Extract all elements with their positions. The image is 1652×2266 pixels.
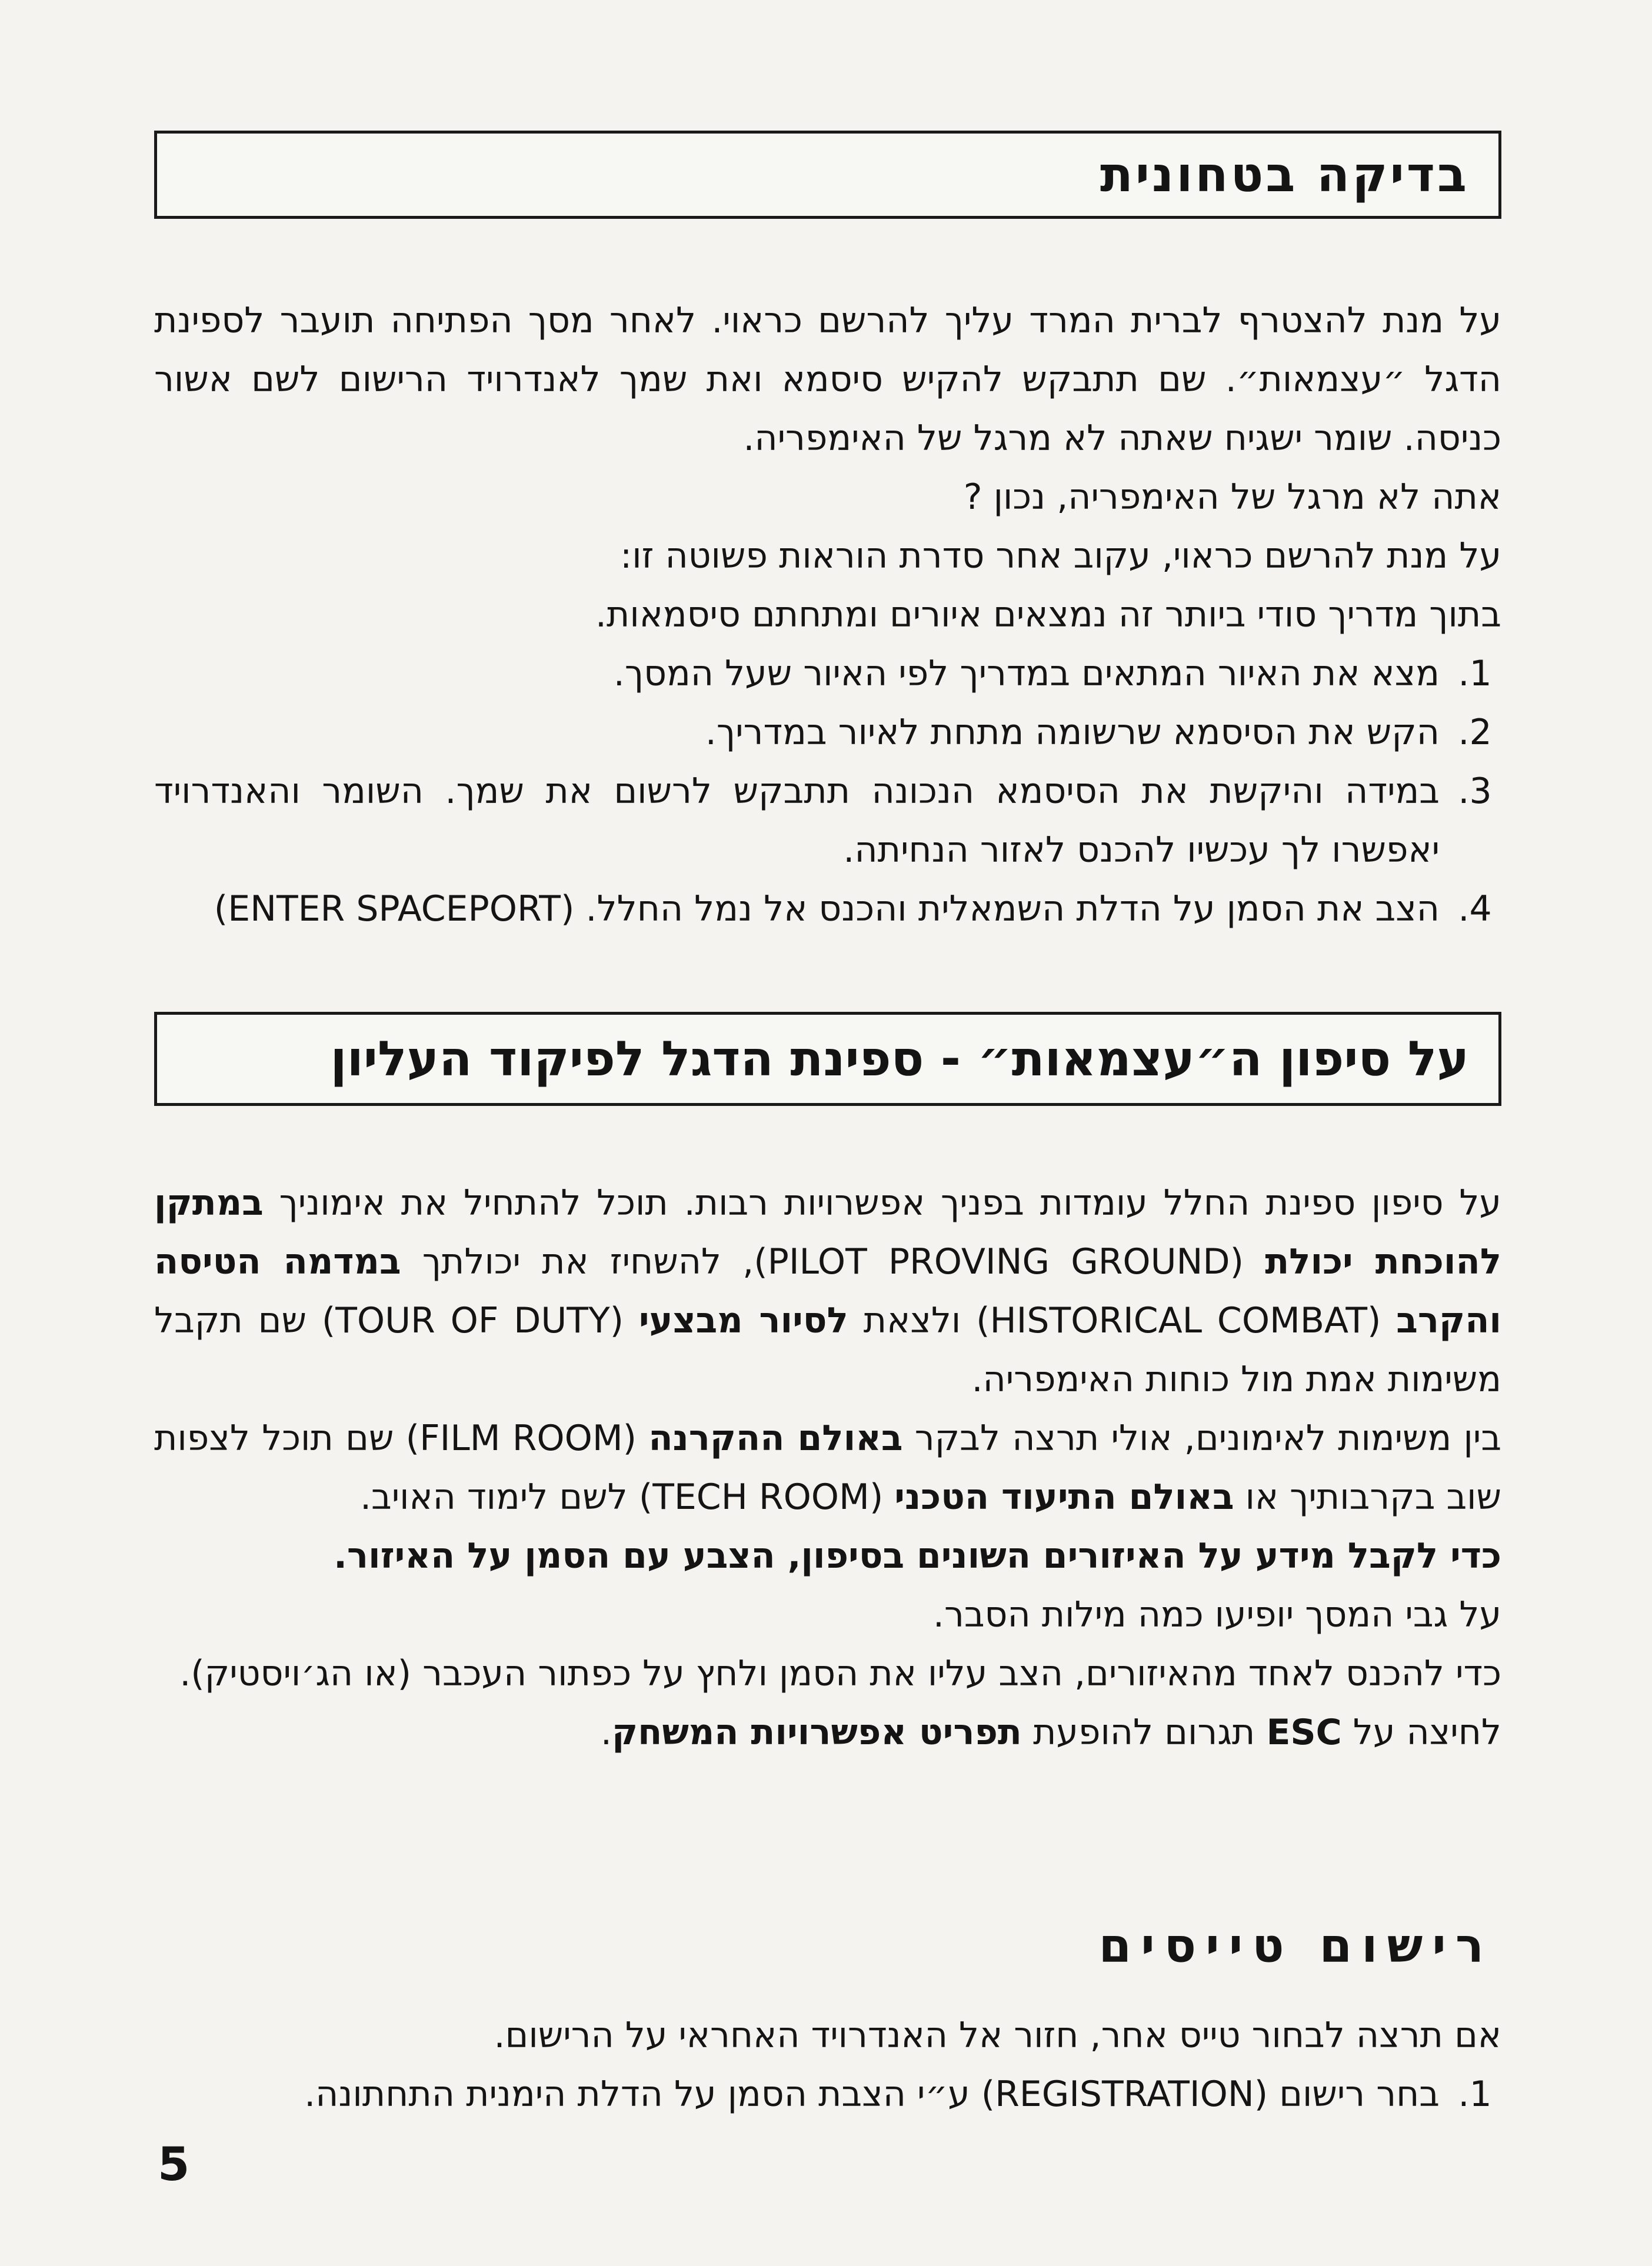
paragraph [154, 1703, 1501, 1762]
step-text: במידה והיקשת את הסיסמא הנכונה תתבקש לרשום את שמך. השומר והאנדרויד יאפשרו לך עכשיו להכנס לאזור הנחיתה. [154, 771, 1440, 871]
registration-steps-list [154, 644, 1501, 938]
text-run: (TECH ROOM) לשם לימוד האויב. [359, 1477, 895, 1518]
list-item [154, 703, 1501, 762]
security-check-body [154, 291, 1501, 938]
text-run: בין משימות לאימונים, אולי תרצה לבקר [902, 1418, 1502, 1459]
step-number: 3. [1458, 771, 1492, 812]
list-item [154, 2065, 1501, 2124]
text-run: (HISTORICAL COMBAT) ולצאת [848, 1300, 1397, 1341]
pilot-registration-body [154, 2006, 1501, 2124]
paragraph: על מנת להצטרף לברית המרד עליך להרשם כראוי. לאחר מסך הפתיחה תועבר לספינת הדגל ״עצמאות״. שם תתבקש להקיש סיסמא ואת שמך לאנדרויד הרישום לשם אשור כניסה. שומר ישגיח שאתה לא מרגל של האימפריה. [154, 300, 1501, 459]
heading-text: בדיקה בטחונית [1100, 146, 1469, 203]
bold-term: באולם התיעוד הטכני [894, 1477, 1234, 1518]
step-text: בחר רישום (REGISTRATION) ע״י הצבת הסמן על הדלת הימנית התחתונה. [304, 2074, 1440, 2115]
pilot-registration-steps-list [154, 2065, 1501, 2124]
step-number: 1. [1458, 653, 1492, 694]
list-item [154, 762, 1501, 879]
bold-term: ESC [1266, 1712, 1342, 1753]
paragraph [154, 1527, 1501, 1585]
step-text: הקש את הסיסמא שרשומה מתחת לאיור במדריך. [705, 712, 1440, 753]
paragraph [154, 1174, 1501, 1409]
text-run: על סיפון ספינת החלל עומדות בפניך אפשרויות רבות. תוכל להתחיל את אימוניך [263, 1182, 1501, 1224]
text-run: (TOUR OF DUTY) שם תקבל משימות אמת מול כוחות האימפריה. [154, 1300, 1501, 1400]
text-run: (PILOT PROVING GROUND), להשחיז את יכולתך [401, 1241, 1265, 1282]
step-number: 1. [1458, 2074, 1492, 2115]
paragraph: אם תרצה לבחור טייס אחר, חזור אל האנדרויד האחראי על הרישום. [494, 2015, 1501, 2056]
text-run: תגרום להופעת [1021, 1712, 1267, 1753]
bold-term: לסיור מבצעי [638, 1300, 848, 1341]
manual-page [154, 0, 1501, 2266]
bold-term: תפריט אפשרויות המשחק [611, 1712, 1022, 1753]
paragraph: על גבי המסך יופיעו כמה מילות הסבר. [932, 1594, 1501, 1635]
step-number: 4. [1458, 888, 1492, 929]
section-heading-security-check [154, 131, 1501, 219]
heading-text: על סיפון ה״עצמאות״ - ספינת הדגל לפיקוד העליון [330, 1031, 1469, 1087]
paragraph: על מנת להרשם כראוי, עקוב אחר סדרת הוראות פשוטה זו: [620, 535, 1501, 577]
section-heading-pilot-registration: רישום טייסים [1098, 1918, 1493, 1973]
bold-sentence: כדי לקבל מידע על האיזורים השונים בסיפון, הצבע עם הסמן על האיזור. [334, 1535, 1501, 1577]
text-run: . [600, 1712, 612, 1753]
bold-term: במתקן להוכחת יכולת [154, 1182, 1502, 1282]
step-text: מצא את האיור המתאים במדריך לפי האיור שעל המסך. [613, 653, 1440, 694]
page-number: 5 [158, 2138, 190, 2191]
paragraph: בתוך מדריך סודי ביותר זה נמצאים איורים ומתחתם סיסמאות. [595, 594, 1501, 635]
section-heading-independence-deck [154, 1012, 1501, 1106]
text-run: לחיצה על [1341, 1712, 1501, 1753]
text-run: (FILM ROOM) שם תוכל לצפות שוב בקרבותיך או [154, 1418, 1501, 1518]
step-number: 2. [1458, 712, 1492, 753]
paragraph: אתה לא מרגל של האימפריה, נכון ? [963, 476, 1501, 518]
bold-term: במדמה הטיסה והקרב [154, 1241, 1502, 1341]
paragraph: כדי להכנס לאחד מהאיזורים, הצב עליו את הסמן ולחץ על כפתור העכבר (או הג׳ויסטיק). [179, 1653, 1501, 1694]
paragraph [154, 1409, 1501, 1527]
list-item [154, 644, 1501, 703]
independence-deck-body [154, 1174, 1501, 1762]
bold-term: באולם ההקרנה [648, 1418, 903, 1459]
step-text: הצב את הסמן על הדלת השמאלית והכנס אל נמל החלל. (ENTER SPACEPORT) [214, 888, 1440, 929]
list-item [154, 879, 1501, 938]
